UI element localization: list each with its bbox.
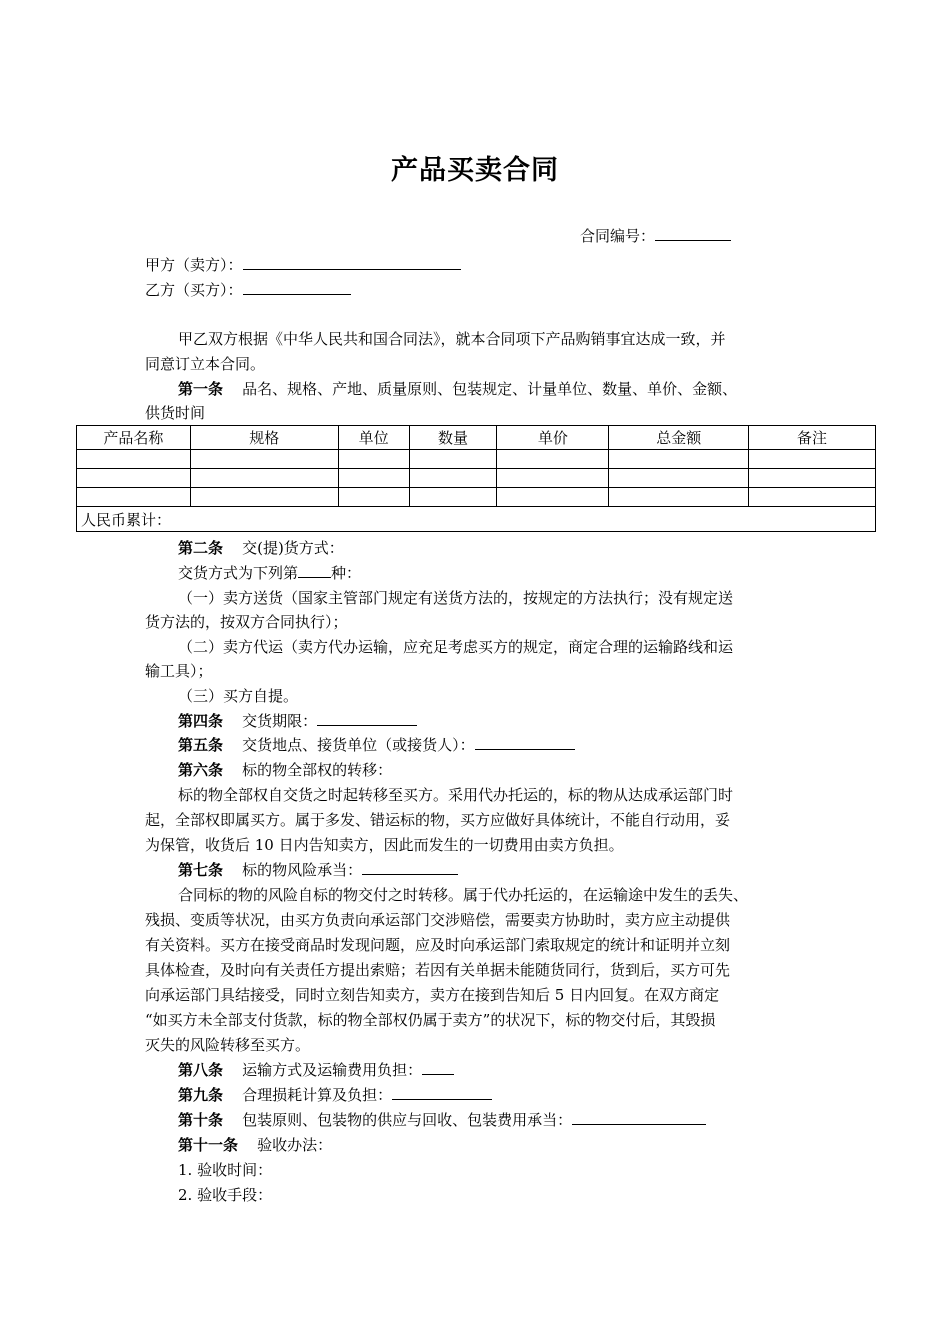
goods-table (76, 425, 876, 532)
article-11-line (178, 1135, 332, 1155)
article-8-text: 运输方式及运输费用负担： (242, 1061, 423, 1079)
table-header-cell: 单位 (338, 426, 409, 450)
article-2-line (178, 538, 344, 558)
table-cell[interactable] (190, 469, 338, 488)
acceptance-item-2: 2. 验收手段： (178, 1186, 273, 1204)
table-header-cell: 备注 (749, 426, 876, 450)
table-header-cell: 产品名称 (77, 426, 191, 450)
article-7-body-line-6: “如买方未全部支付货款，标的物全部权仍属于卖方”的状况下，标的物交付后，其毁损 (145, 1011, 716, 1029)
table-cell[interactable] (609, 488, 749, 507)
table-cell[interactable] (749, 469, 876, 488)
table-cell[interactable] (338, 469, 409, 488)
table-cell[interactable] (77, 469, 191, 488)
article-6-label: 第六条 (178, 761, 224, 779)
party-a-label: 甲方（卖方）： (145, 256, 243, 274)
table-cell[interactable] (749, 488, 876, 507)
table-header-cell: 单价 (497, 426, 609, 450)
article-6-text: 标的物全部权的转移： (242, 761, 393, 779)
option-2-line-2: 输工具）； (145, 662, 213, 680)
article-6-line (178, 760, 392, 780)
delivery-choice-suffix: 种： (331, 564, 362, 582)
article-7-body-line-1: 合同标的物的风险自标的物交付之时转移。属于代办托运的，在运输途中发生的丢失、 (178, 886, 749, 904)
article-1-text: 品名、规格、产地、质量原则、包装规定、计量单位、数量、单价、金额、 (242, 380, 738, 398)
table-cell[interactable] (338, 488, 409, 507)
table-cell[interactable] (409, 469, 497, 488)
contract-number-blank[interactable] (655, 226, 731, 241)
table-cell[interactable] (409, 450, 497, 469)
contract-number-label: 合同编号： (580, 227, 656, 245)
table-row (77, 488, 876, 507)
party-a-blank[interactable] (243, 255, 461, 270)
contract-number-line (580, 226, 731, 246)
party-b-label: 乙方（买方）： (145, 281, 243, 299)
table-cell[interactable] (749, 450, 876, 469)
article-1-line (178, 379, 737, 399)
article-7-body-line-5: 向承运部门具结接受，同时立刻告知卖方，卖方在接到告知后 5 日内回复。在双方商定 (145, 986, 720, 1004)
document-title: 产品买卖合同 (391, 155, 559, 186)
table-header-cell: 规格 (190, 426, 338, 450)
article-7-body-line-4: 具体检查，及时向有关责任方提出索赔；若因有关单据未能随货同行，货到后，买方可先 (145, 961, 731, 979)
rmb-total-cell[interactable]: 人民币累计： (77, 507, 876, 532)
article-7-label: 第七条 (178, 861, 224, 879)
preamble-line-2: 同意订立本合同。 (145, 355, 266, 373)
table-cell[interactable] (77, 488, 191, 507)
option-1-line-1: （一）卖方送货（国家主管部门规定有送货方法的，按规定的方法执行；没有规定送 (178, 589, 734, 607)
article-5-text: 交货地点、接货单位（或接货人）： (242, 736, 475, 754)
table-cell[interactable] (497, 469, 609, 488)
table-cell[interactable] (190, 450, 338, 469)
delivery-place-blank[interactable] (475, 735, 575, 750)
transport-blank[interactable] (422, 1060, 454, 1075)
article-8-line (178, 1060, 454, 1080)
delivery-term-blank[interactable] (317, 711, 417, 726)
table-header-cell: 总金额 (609, 426, 749, 450)
loss-blank[interactable] (392, 1085, 492, 1100)
article-6-body-line-1: 标的物全部权自交货之时起转移至买方。采用代办托运的，标的物从达成承运部门时 (178, 786, 734, 804)
article-2-text: 交(提)货方式： (242, 539, 344, 557)
packaging-blank[interactable] (572, 1110, 706, 1125)
article-1-line-2: 供货时间 (145, 404, 206, 422)
article-10-text: 包装原则、包装物的供应与回收、包装费用承当： (242, 1111, 573, 1129)
article-2-label: 第二条 (178, 539, 224, 557)
table-row (77, 469, 876, 488)
delivery-choice-blank[interactable] (298, 563, 331, 578)
table-cell[interactable] (190, 488, 338, 507)
table-cell[interactable] (409, 488, 497, 507)
article-5-label: 第五条 (178, 736, 224, 754)
article-7-body-line-3: 有关资料。买方在接受商品时发现问题，应及时向承运部门索取规定的统计和证明并立刻 (145, 936, 731, 954)
table-cell[interactable] (609, 469, 749, 488)
article-1-label: 第一条 (178, 380, 224, 398)
risk-blank[interactable] (362, 860, 458, 875)
option-3-line: （三）买方自提。 (178, 687, 299, 705)
party-b-blank[interactable] (243, 280, 351, 295)
article-9-text: 合理损耗计算及负担： (242, 1086, 393, 1104)
article-4-line (178, 711, 417, 731)
party-b-line (145, 280, 351, 300)
party-a-line (145, 255, 461, 275)
table-cell[interactable] (77, 450, 191, 469)
article-6-body-line-2: 起，全部权即属买方。属于多发、错运标的物，买方应做好具体统计，不能自行动用，妥 (145, 811, 731, 829)
delivery-choice-prefix: 交货方式为下列第 (178, 564, 299, 582)
table-cell[interactable] (497, 450, 609, 469)
table-header-cell: 数量 (409, 426, 497, 450)
article-6-body-line-3: 为保管，收货后 10 日内告知卖方，因此而发生的一切费用由卖方负担。 (145, 836, 624, 854)
article-5-line (178, 735, 575, 755)
article-7-line (178, 860, 458, 880)
table-header-row (77, 426, 876, 450)
table-cell[interactable] (338, 450, 409, 469)
article-7-body-line-7: 灭失的风险转移至买方。 (145, 1036, 311, 1054)
article-7-body-line-2: 残损、变质等状况，由买方负责向承运部门交涉赔偿，需要卖方协助时，卖方应主动提供 (145, 911, 731, 929)
article-9-label: 第九条 (178, 1086, 224, 1104)
article-8-label: 第八条 (178, 1061, 224, 1079)
table-cell[interactable] (497, 488, 609, 507)
table-total-row (77, 507, 876, 532)
article-10-line (178, 1110, 706, 1130)
preamble-line-1: 甲乙双方根据《中华人民共和国合同法》，就本合同项下产品购销事宜达成一致，并 (178, 330, 726, 348)
table-row (77, 450, 876, 469)
table-cell[interactable] (609, 450, 749, 469)
article-4-label: 第四条 (178, 712, 224, 730)
option-2-line-1: （二）卖方代运（卖方代办运输，应充足考虑买方的规定，商定合理的运输路线和运 (178, 638, 734, 656)
article-9-line (178, 1085, 492, 1105)
option-1-line-2: 货方法的，按双方合同执行）； (145, 613, 348, 631)
article-4-text: 交货期限： (242, 712, 318, 730)
acceptance-item-1: 1. 验收时间： (178, 1161, 273, 1179)
article-11-label: 第十一条 (178, 1136, 239, 1154)
delivery-choice-line (178, 563, 361, 583)
article-7-text: 标的物风险承当： (242, 861, 363, 879)
article-10-label: 第十条 (178, 1111, 224, 1129)
article-11-text: 验收办法： (257, 1136, 333, 1154)
